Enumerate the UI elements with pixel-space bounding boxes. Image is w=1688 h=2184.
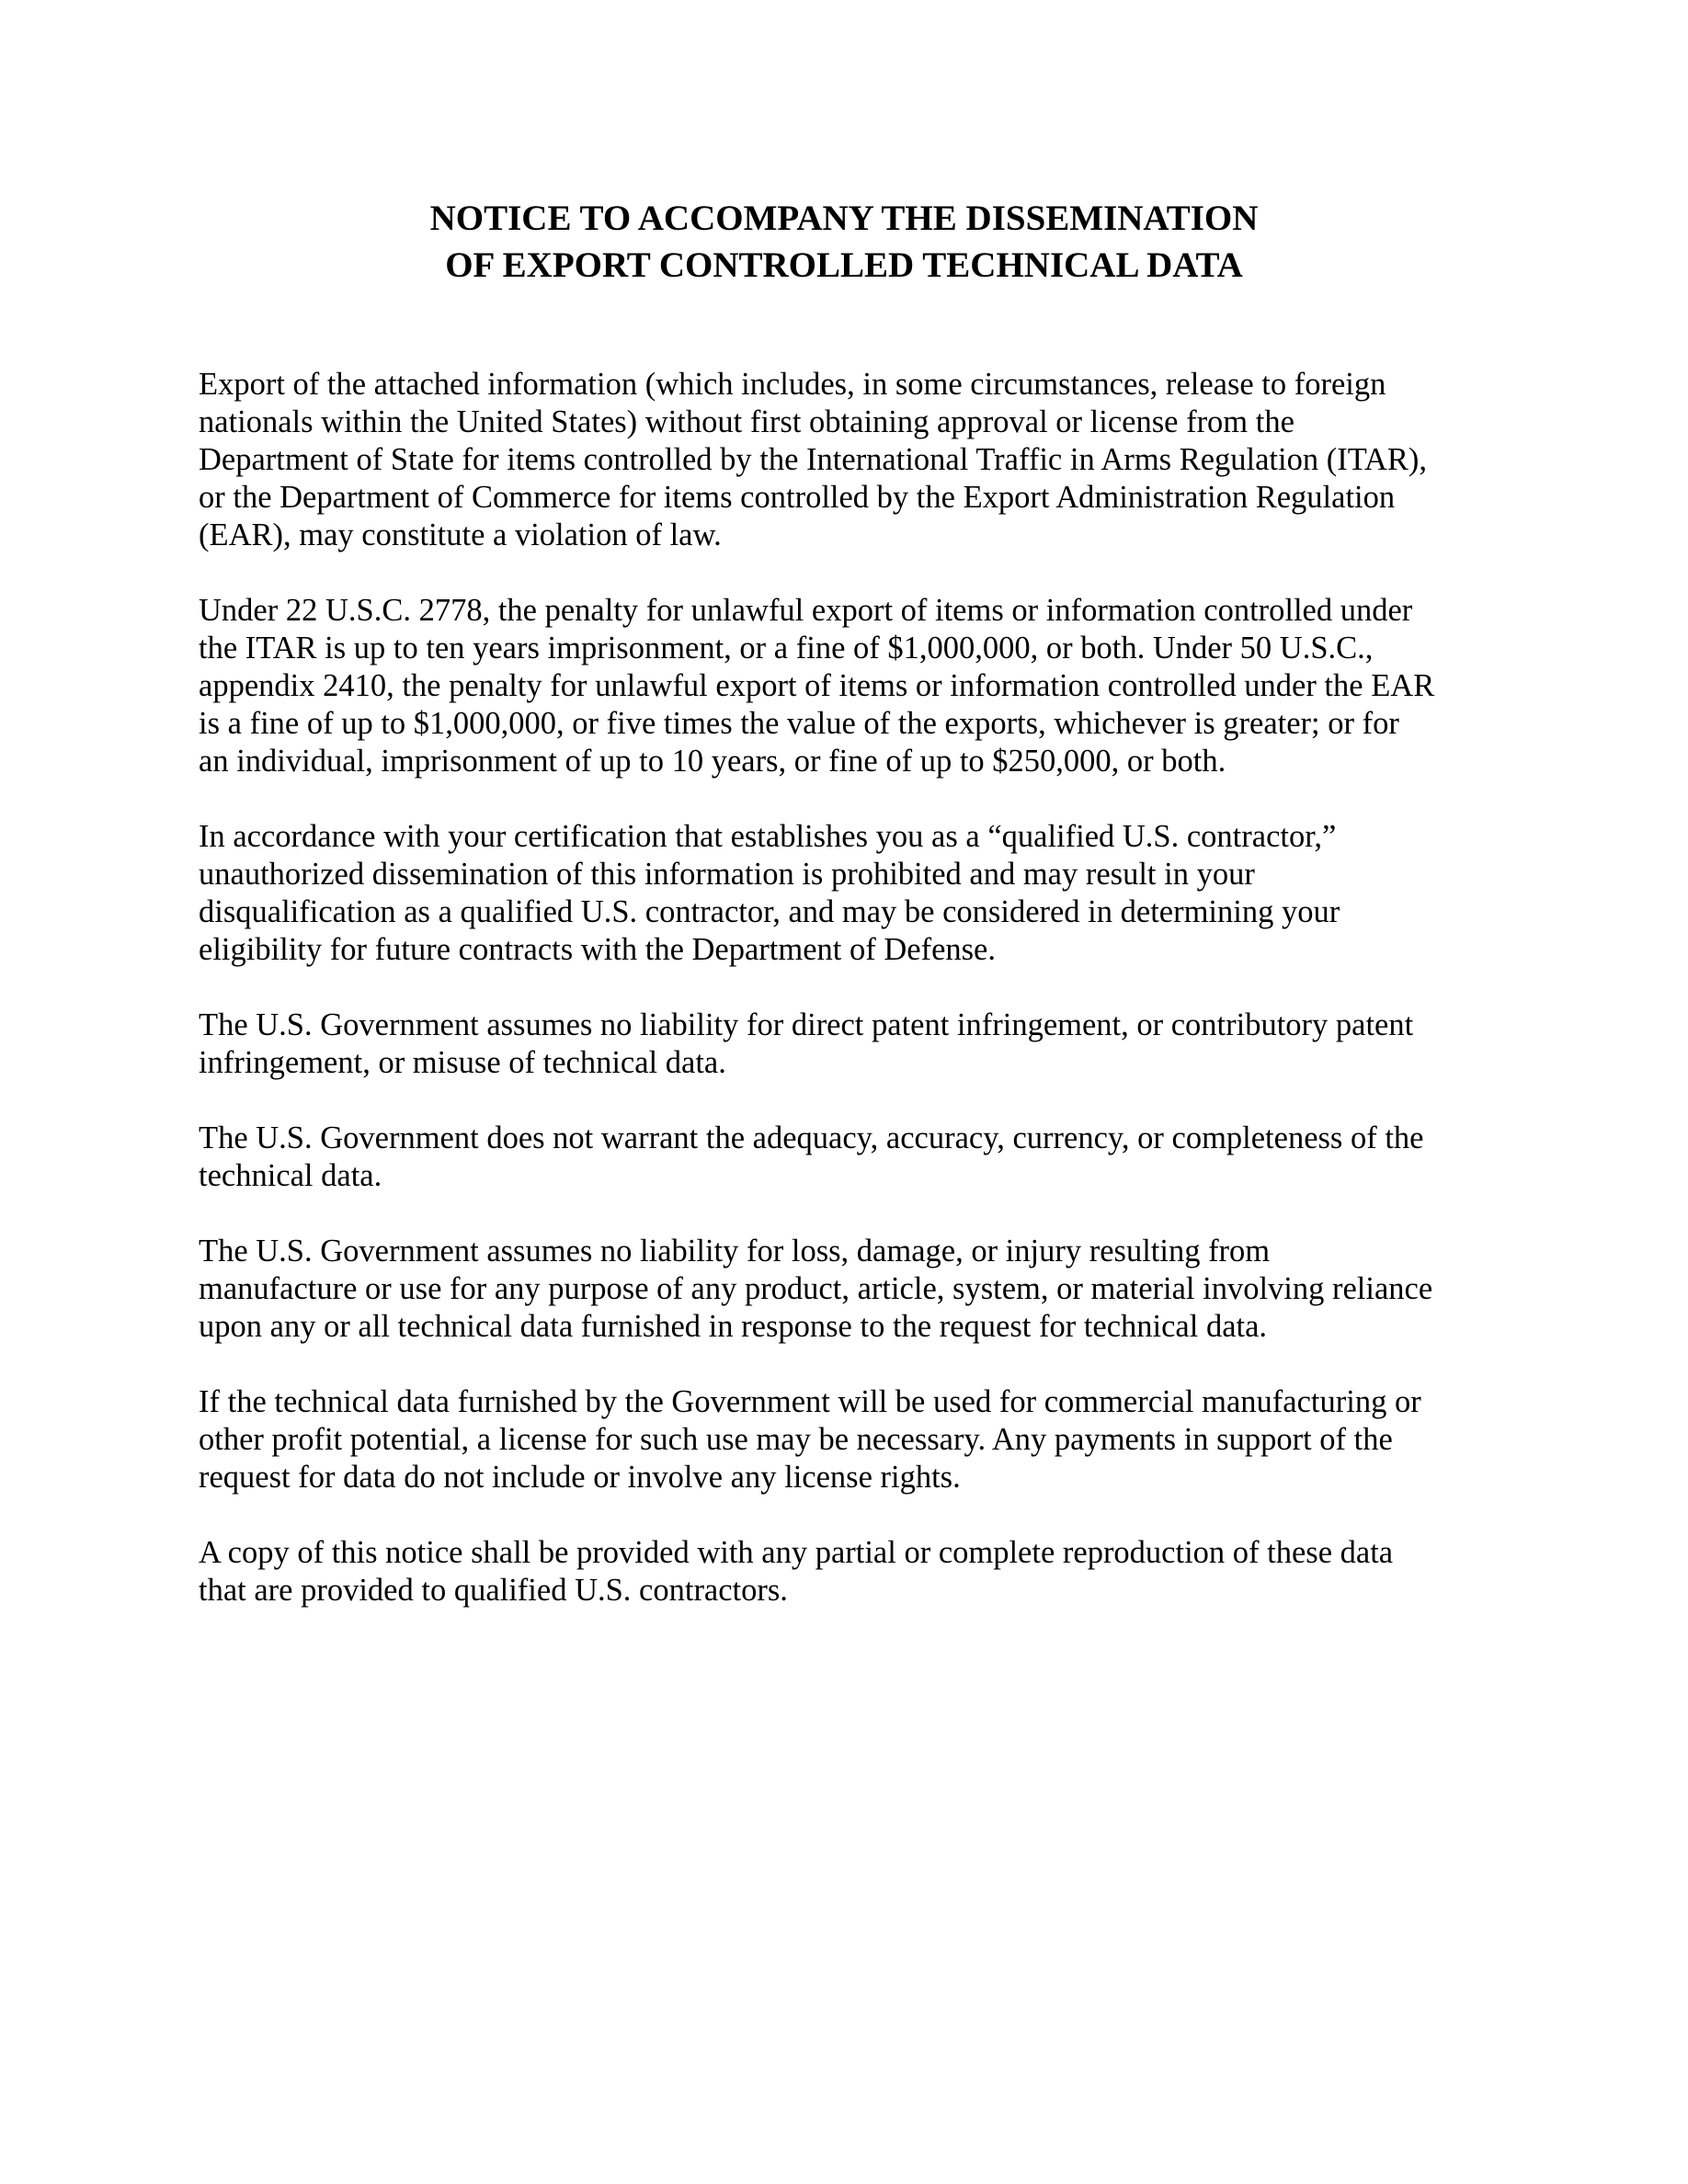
paragraph-line: an individual, imprisonment of up to 10 years, or fine of up to $250,000, or both. — [199, 744, 1226, 779]
paragraph-patent-liability — [199, 1007, 1504, 1082]
paragraph-line: The U.S. Government does not warrant the adequacy, accuracy, currency, or completeness of the — [199, 1120, 1424, 1155]
paragraph-export-violation — [199, 366, 1504, 554]
paragraph-line: A copy of this notice shall be provided with any partial or complete reproduction of these data — [199, 1535, 1394, 1570]
paragraph-line: In accordance with your certification that establishes you as a “qualified U.S. contractor,” — [199, 819, 1337, 854]
paragraph-penalties — [199, 592, 1504, 780]
paragraph-line: is a fine of up to $1,000,000, or five times the value of the exports, whichever is greater; or for — [199, 706, 1399, 741]
title-line-1: NOTICE TO ACCOMPANY THE DISSEMINATION — [429, 199, 1259, 238]
paragraph-line: eligibility for future contracts with the Department of Defense. — [199, 932, 996, 967]
paragraph-commercial-license — [199, 1383, 1504, 1496]
paragraph-line: disqualification as a qualified U.S. contractor, and may be considered in determining your — [199, 894, 1340, 929]
paragraph-line: or the Department of Commerce for items controlled by the Export Administration Regulation — [199, 480, 1396, 515]
paragraph-line: Under 22 U.S.C. 2778, the penalty for unlawful export of items or information controlled under — [199, 593, 1413, 628]
paragraph-line: the ITAR is up to ten years imprisonment, or a fine of $1,000,000, or both. Under 50 U.S.C., — [199, 631, 1374, 665]
paragraph-line: other profit potential, a license for such use may be necessary. Any payments in support of the — [199, 1422, 1393, 1457]
paragraph-line: Department of State for items controlled by the International Traffic in Arms Regulation (ITAR), — [199, 442, 1428, 477]
paragraph-line: If the technical data furnished by the Government will be used for commercial manufacturing or — [199, 1384, 1421, 1419]
paragraph-line: The U.S. Government assumes no liability for loss, damage, or injury resulting from — [199, 1234, 1271, 1268]
paragraph-line: (EAR), may constitute a violation of law. — [199, 518, 722, 552]
paragraph-line: infringement, or misuse of technical data. — [199, 1045, 726, 1080]
paragraph-line: The U.S. Government assumes no liability for direct patent infringement, or contributory patent — [199, 1007, 1414, 1042]
paragraph-certification — [199, 818, 1504, 969]
paragraph-copy-notice — [199, 1534, 1504, 1610]
paragraph-line: Export of the attached information (which includes, in some circumstances, release to foreign — [199, 367, 1386, 402]
document-body — [199, 366, 1504, 1647]
paragraph-line: appendix 2410, the penalty for unlawful export of items or information controlled under the EAR — [199, 668, 1435, 703]
document-title — [0, 195, 1688, 289]
paragraph-line: upon any or all technical data furnished in response to the request for technical data. — [199, 1309, 1268, 1344]
paragraph-line: nationals within the United States) without first obtaining approval or license from the — [199, 404, 1295, 439]
paragraph-line: that are provided to qualified U.S. contractors. — [199, 1573, 788, 1608]
paragraph-line: manufacture or use for any purpose of any product, article, system, or material involving reliance — [199, 1271, 1433, 1306]
paragraph-loss-liability — [199, 1233, 1504, 1346]
paragraph-line: request for data do not include or involve any license rights. — [199, 1460, 961, 1495]
paragraph-line: unauthorized dissemination of this information is prohibited and may result in your — [199, 857, 1255, 892]
paragraph-line: technical data. — [199, 1158, 382, 1193]
title-line-2: OF EXPORT CONTROLLED TECHNICAL DATA — [445, 245, 1243, 285]
paragraph-no-warranty — [199, 1120, 1504, 1195]
